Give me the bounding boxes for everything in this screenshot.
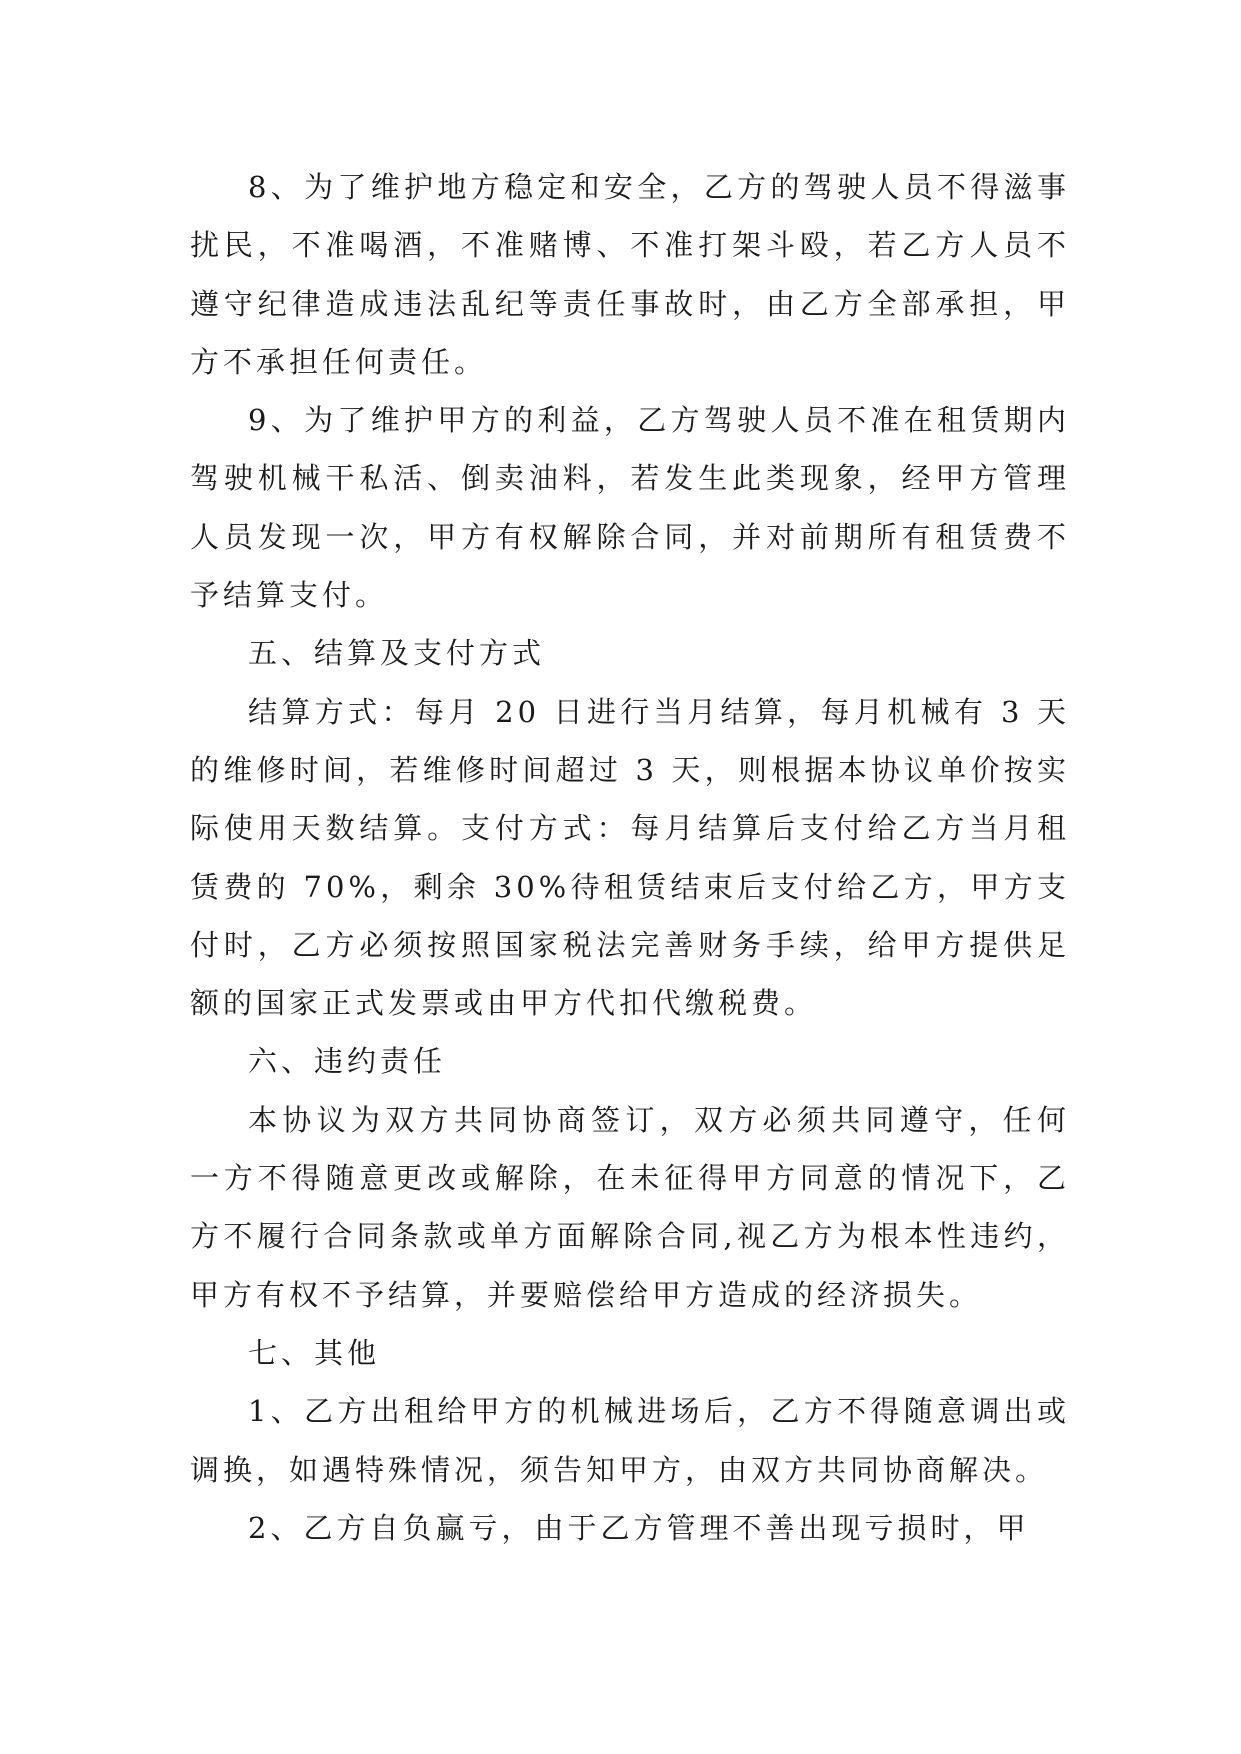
other-clause-1-paragraph: 1、乙方出租给甲方的机械进场后，乙方不得随意调出或调换，如遇特殊情况，须告知甲方，由双方共同协商解决。 — [190, 1394, 1070, 1487]
section-7-heading: 七、其他 — [248, 1335, 381, 1370]
section-5-heading: 五、结算及支付方式 — [248, 636, 546, 671]
other-clause-2-paragraph: 2、乙方自负赢亏，由于乙方管理不善出现亏损时，甲 — [248, 1510, 1030, 1545]
settlement-paragraph: 结算方式：每月 20 日进行当月结算，每月机械有 3 天的维修时间，若维修时间超过 3 天，则根据本协议单价按实际使用天数结算。支付方式：每月结算后支付给乙方当月租赁费的 70%，剩余 30%待租赁结束后支付给乙方，甲方支付时，乙方必须按照国家税法完善财务手续，给甲方提供足额的国家正式发票或由甲方代扣代缴税费。 — [190, 694, 1070, 1021]
clause-8-paragraph: 8、为了维护地方稳定和安全，乙方的驾驶人员不得滋事扰民，不准喝酒，不准赌博、不准打架斗殴，若乙方人员不遵守纪律造成违法乱纪等责任事故时，由乙方全部承担，甲方不承担任何责任。 — [190, 170, 1070, 379]
clause-9-paragraph: 9、为了维护甲方的利益，乙方驾驶人员不准在租赁期内驾驶机械干私活、倒卖油料，若发生此类现象，经甲方管理人员发现一次，甲方有权解除合同，并对前期所有租赁费不予结算支付。 — [190, 403, 1070, 613]
section-6-heading: 六、违约责任 — [248, 1044, 447, 1079]
breach-paragraph: 本协议为双方共同协商签订，双方必须共同遵守，任何一方不得随意更改或解除，在未征得甲方同意的情况下，乙方不履行合同条款或单方面解除合同,视乙方为根本性违约，甲方有权不予结算，并要赔偿给甲方造成的经济损失。 — [190, 1102, 1070, 1312]
document-page — [190, 158, 1070, 1557]
